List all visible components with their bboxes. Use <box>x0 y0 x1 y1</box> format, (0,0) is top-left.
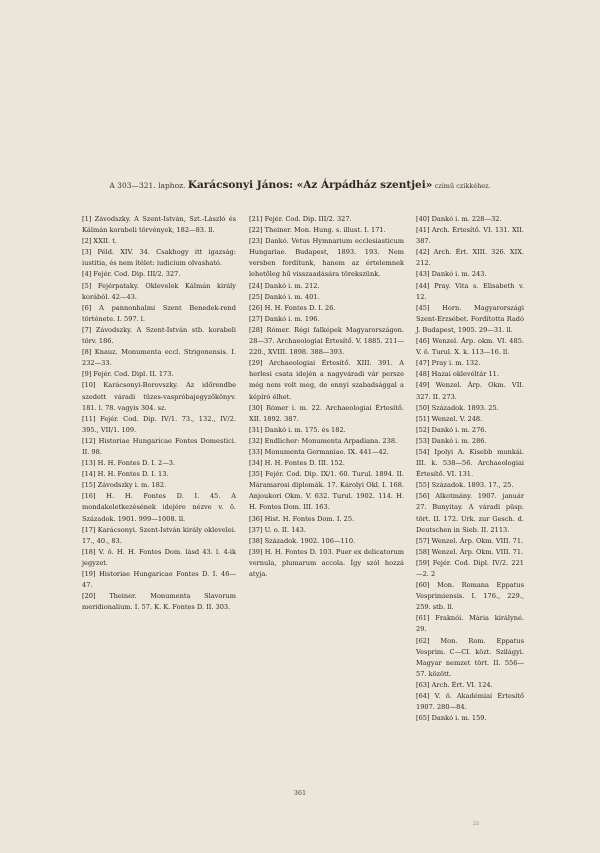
footnote: [11] Fejér. Cod. Dip. IV/1. 73., 132., IV/2. 395., VII/1. 109. <box>82 414 236 434</box>
header-prefix: A 303—321. laphoz. <box>109 181 186 190</box>
footnote: [42] Arch. Ért. XIII. 326. XIX. 212. <box>416 248 524 268</box>
footnote: [19] Historiae Hungaricae Fontes D. I. 46—47. <box>82 570 236 590</box>
footnote: [18] V. ö. H. H. Fontes Dom. lásd 43. l. 4-ik jegyzet. <box>82 547 236 567</box>
footnote: [12] Historiae Hungaricae Fontes Domestici. II. 98. <box>82 436 236 456</box>
footnote: [37] U. o. II. 143. <box>249 525 306 534</box>
footnote: [57] Wenzel. Árp. Okm. VIII. 71. <box>416 536 524 545</box>
footnote: [61] Fraknói. Mária királyné. 29. <box>416 614 524 634</box>
footnote: [25] Dankó i. m. 401. <box>249 292 320 301</box>
footnote: [16] H. H. Fontes D. I. 45. A mondakeletkezésének idejére nézve v. ö. Századok. 1901. 999—1008. ll. <box>82 492 236 523</box>
footnote: [56] Alkotmány. 1907. január 27. Bunyitay. A váradi püsp. tört. II. 172. Urk. zur Gesch. d. Deutschen in Sieb. II. 2113. <box>416 492 524 534</box>
footnote: [51] Wenzel. V. 248. <box>416 414 483 423</box>
footnote: [55] Századok. 1893. 17., 25. <box>416 481 514 490</box>
footnote: [13] H. H. Fontes D. I. 2—3. <box>82 459 176 468</box>
footnote: [29] Archaeologiai Értesítő. XIII. 391. A herlesi csata idején a nagyváradi vár persze még nem volt meg, de ennyi szabadsággal a képíró élhet. <box>249 359 404 401</box>
footnote: [54] Ipolyi A. Kisebb munkái. III. k. 538—56. Archaeologiai Értesítő. VI. 131. <box>416 447 524 479</box>
page-number: 361 <box>293 789 307 797</box>
footnote: [5] Fejérpataky. Oklevelek Kálmán király korából. 42—43. <box>82 281 236 301</box>
footnote: [47] Pray i. m. 132. <box>416 359 481 368</box>
footnote: [17] Karácsonyi. Szent-István király oklevelei. 17., 40., 83. <box>82 525 236 545</box>
notes-column-2 <box>249 214 404 580</box>
footnote: [2] XXII. t. <box>82 237 117 246</box>
footnote: [7] Závodszky. A Szent-István stb. korabeli törv. 186. <box>82 325 236 346</box>
footnote: [9] Fejér. Cod. Dipl. II. 173. <box>82 370 174 379</box>
page-header <box>0 179 600 191</box>
footnote: [50] Századok. 1893. 25. <box>416 403 499 412</box>
article-title: Karácsonyi János: «Az Árpádház szentjei» <box>187 179 433 191</box>
footnote: [26] H. H. Fontes D. I. 26. <box>249 303 336 312</box>
footnote: [22] Theiner. Mon. Hung. s. illust. I. 171. <box>249 226 386 235</box>
footnote: [60] Mon. Romana Eppatus Vesprimiensis. I. 176., 229., 259. stb. ll. <box>416 581 524 612</box>
footnote: [20] Theiner. Monumenta Slavorum meridionalium. I. 57. K. K. Fontes D. II. 303. <box>82 592 236 612</box>
footnote: [44] Pray. Vita s. Elisabeth v. 12. <box>416 281 524 301</box>
footnote: [34] H. H. Fontes D. III. 152. <box>249 459 345 468</box>
footnote: [52] Dankó i. m. 276. <box>416 425 487 434</box>
footnote: [24] Dankó i. m. 212. <box>249 281 320 290</box>
footnote: [62] Mon. Rom. Eppatus Vesprim. C—CI. közt. Szilágyi. Magyar nemzet tört. II. 556—57. között. <box>416 636 524 678</box>
footnote: [43] Dankó i. m. 243. <box>416 270 487 279</box>
notes-column-1 <box>82 214 236 613</box>
footnote: [40] Dankó i. m. 228—32. <box>416 215 502 223</box>
footnote: [41] Arch. Értesítő. VI. 131. XII. 387. <box>416 226 524 246</box>
footnote: [1] Závodszky. A Szent-István, Szt.-László és Kálmán korabeli törvények, 182—83. ll. <box>82 215 236 235</box>
footnote: [64] V. ö. Akadémiai Értesítő 1907. 280—84. <box>416 692 524 712</box>
footnote: [48] Hazai oklevéltár 11. <box>416 370 499 379</box>
footnote: [65] Dankó i. m. 159. <box>416 714 487 723</box>
footnote: [46] Wenzel. Árp. okm. VI. 485. V. ö. Turul. X. k. 113—16. ll. <box>416 337 524 357</box>
notes-column-3 <box>416 214 524 724</box>
footnote: [58] Wenzel. Árp. Okm. VIII. 71. <box>416 547 524 556</box>
footnote: [23] Dankó. Vetus Hymnarium ecclesiasticum Hungariae. Budapest, 1893. 193. Nem versben fordítunk, hanem az értelemnek lehetőleg hű visszaadására törekszünk. <box>249 237 404 279</box>
footnote: [15] Závodszky i. m. 182. <box>82 481 167 490</box>
footnote: [27] Dankó i. m. 196. <box>249 314 320 323</box>
footnote: [63] Arch. Ért. VI. 124. <box>416 680 493 689</box>
footnote: [39] H. H. Fontes D. 103. Puer ex delicatorum vernula, plumarum accola. Így szól hozzá atyja. <box>249 547 404 578</box>
footnote: [21] Fejér. Cod. Dip. III/2. 327. <box>249 215 352 223</box>
header-suffix: czímű czikkéhez. <box>434 182 491 190</box>
footnote: [10] Karácsonyi-Borovszky. Az időrendbe szedett váradi tüzes-vaspróbajegyzőkönyv. 181. l. 78. vagyis 304. sz. <box>82 381 236 412</box>
footnote: [33] Monumenta Germaniae. IX. 441—42. <box>249 447 389 456</box>
footnote: [31] Dankó i. m. 175. és 182. <box>249 425 346 434</box>
footnote: [38] Századok. 1902. 106—110. <box>249 536 356 545</box>
footnote: [36] Hist. H. Fontes Dom. I. 25. <box>249 514 355 523</box>
footnote: [8] Knauz. Monumenta eccl. Strigonensis. I. 232—33. <box>82 348 236 368</box>
footnote: [28] Rómer. Régi falképek Magyarországon. 28—37. Archaeologiai Értesítő. V. 1885. 211—220., XVIII. 1898. 388—393. <box>249 325 404 357</box>
footnote: [32] Endlicher: Monumenta Arpadiana. 238. <box>249 436 398 445</box>
footnote: [53] Dankó i. m. 286. <box>416 436 487 445</box>
printer-signature: 23 <box>473 822 479 827</box>
footnote: [35] Fejér. Cod. Dip. IX/1. 60. Turul. 1894. II. Máramarosi diplomák. 17. Károlyi Okl. I. 168. Anjoukori Okm. V. 632. Turul. 1902. 114. H. H. Fontes Dom. III. 163. <box>249 470 404 512</box>
footnote: [30] Rómer i. m. 22. Archaeologiai Értesítő. XII. 1892. 387. <box>249 403 404 423</box>
footnote: [59] Fejér. Cod. Dipl. IV/2. 221—2. 2 <box>416 558 524 578</box>
footnote: [45] Horn. Magyarországi Szent-Erzsébet. Fordította Radó J. Budapest, 1905. 29—31. ll. <box>416 303 524 334</box>
footnote: [4] Fejér. Cod. Dip. III/2. 327. <box>82 270 181 279</box>
footnote: [14] H. H. Fontes D. I. 13. <box>82 470 169 479</box>
footnote: [49] Wenzel. Árp. Okm. VII. 327. II. 273. <box>416 381 524 401</box>
footnote: [3] Péld. XIV. 34. Csakhogy itt igazság: iustitia, és nem ítélet: iudicium olvasható. <box>82 248 236 268</box>
footnote: [6] A pannonhalmi Szent Benedek-rend története. I. 597. l. <box>82 303 236 323</box>
